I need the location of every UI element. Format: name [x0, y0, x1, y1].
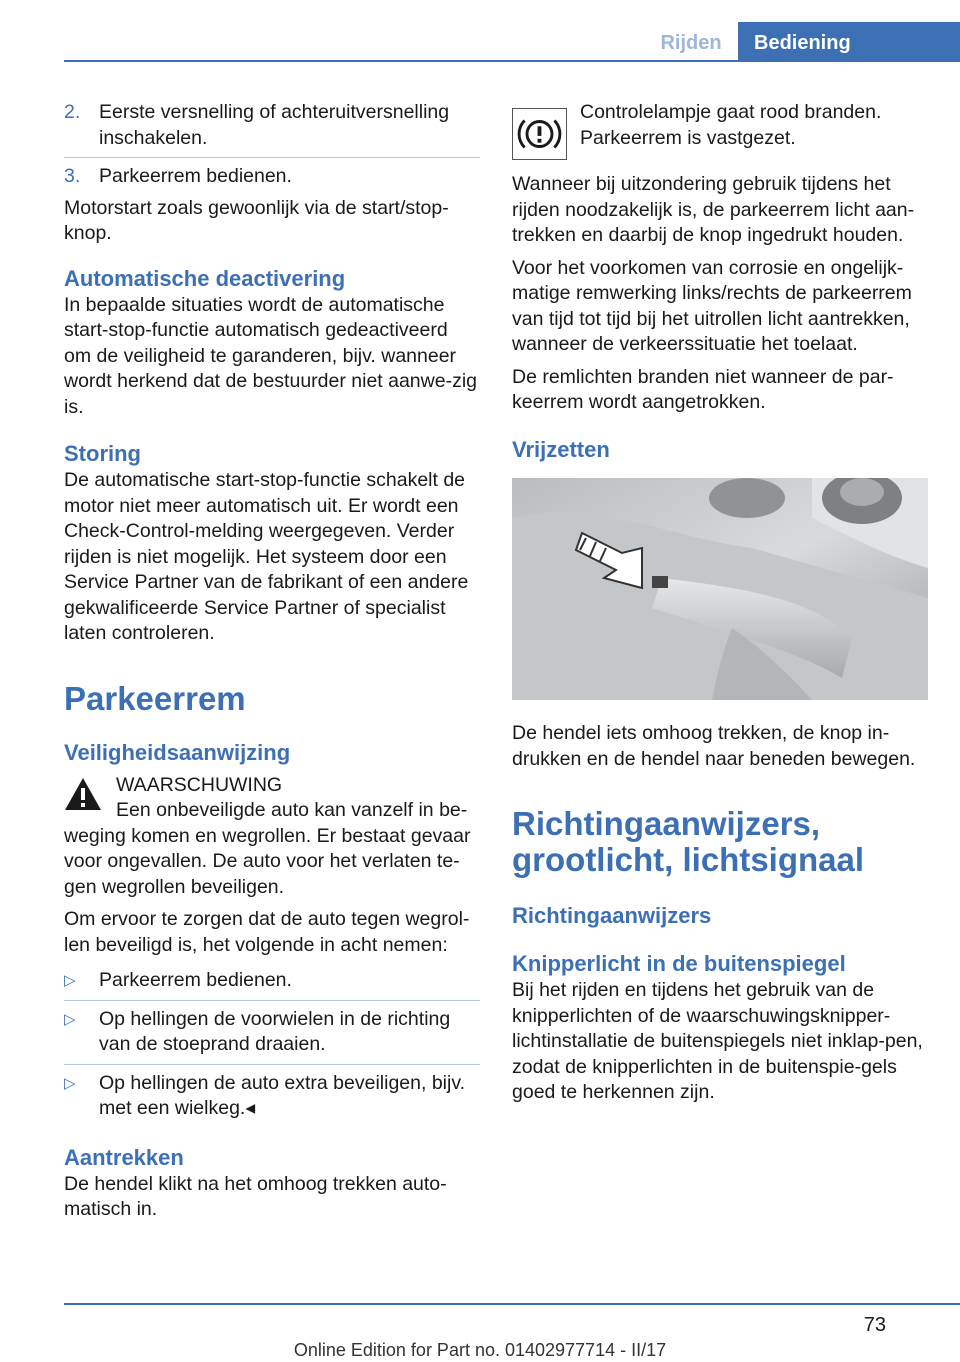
triangle-bullet-icon: ▷ — [64, 1074, 76, 1092]
aantrekken-text: De hendel klikt na het omhoog trekken auto-matisch in. — [64, 1172, 447, 1220]
step-text: Eerste versnelling of achteruitversnelling inschakelen. — [99, 101, 450, 149]
tab-bediening[interactable]: Bediening — [738, 22, 960, 62]
page-number: 73 — [863, 1314, 886, 1336]
ervoor-text: Om ervoor te zorgen dat de auto tegen wegrol-len beveiligd is, het volgende in acht nemen: — [64, 908, 470, 956]
divider — [64, 1000, 480, 1001]
warning-title: WAARSCHUWING — [116, 773, 283, 796]
tab-rijden[interactable]: Rijden — [660, 32, 722, 54]
list-item — [64, 1071, 480, 1122]
heading-richtingaanwijzers: Richtingaanwijzers — [512, 903, 712, 928]
paragraph-noodgebruik: Wanneer bij uitzondering gebruik tijdens het rijden noodzakelijk is, de parkeerrem licht aan-trekken en daarbij de knop ingedrukt houden. — [512, 173, 915, 246]
footer-rule — [64, 1303, 960, 1305]
heading-parkeerrem: Parkeerrem — [64, 679, 246, 717]
triangle-bullet-icon: ▷ — [64, 972, 76, 989]
handbrake-photo — [512, 478, 928, 700]
motorstart-text: Motorstart zoals gewoonlijk via de start/stop-knop. — [64, 196, 449, 244]
vrijzetten-text: De hendel iets omhoog trekken, de knop in-drukken en de hendel naar beneden bewegen. — [512, 722, 916, 770]
warning-block — [64, 773, 480, 901]
step-item — [64, 164, 480, 190]
step-number: 3. — [64, 165, 81, 187]
paragraph-corrosie: Voor het voorkomen van corrosie en ongelijk-matige remwerking links/rechts de parkeerrem van tijd tot tijd bij het uitrollen licht aantrekken, wanneer de verkeerssituatie het toelaat. — [512, 256, 912, 355]
warning-body: Een onbeveiligde auto kan vanzelf in be-weging komen en wegrollen. Er bestaat gevaar voor ongevallen. De auto voor het verlaten te-gen wegrollen beveiligen. — [64, 799, 471, 898]
heading-vrijzetten: Vrijzetten — [512, 436, 610, 462]
warning-head — [64, 773, 480, 799]
heading-storing: Storing — [64, 441, 141, 466]
list-item-text: Parkeerrem bedienen. — [99, 969, 292, 991]
triangle-bullet-icon: ▷ — [64, 1010, 76, 1028]
parking-brake-indicator-icon — [512, 108, 567, 160]
list-item — [64, 968, 480, 994]
knipperlicht-text: Bij het rijden en tijdens het gebruik van de knipperlichten of de waarschuwingsknipper-lichtinstallatie de buitenspiegels niet inklap-pen, zodat de knipperlichten in de buitenspie-gels goed te herkennen zijn. — [512, 979, 923, 1103]
auto-deact-text: In bepaalde situaties wordt de automatische start-stop-functie automatisch gedeactiveerd om de veiligheid te garanderen, bijv. wanneer wordt herkend dat de bestuurder niet aanwe-zig is. — [64, 293, 478, 418]
header-rule — [64, 60, 960, 62]
heading-richtingaanwijzers-grootlicht-lichtsignaal: Richtingaanwijzers, grootlicht, lichtsignaal — [512, 805, 865, 878]
heading-automatische-deactivering: Automatische deactivering — [64, 265, 346, 291]
divider — [64, 157, 480, 158]
step-text: Parkeerrem bedienen. — [99, 165, 292, 187]
page-header — [64, 22, 960, 62]
heading-knipperlicht-buitenspiegel: Knipperlicht in de buitenspiegel — [512, 951, 846, 976]
list-item-text: Op hellingen de auto extra beveiligen, bijv. met een wielkeg.◂ — [99, 1071, 466, 1119]
warning-text — [64, 798, 480, 900]
right-column — [512, 100, 928, 1113]
warning-triangle-icon — [64, 777, 102, 811]
paragraph-remlichten: De remlichten branden niet wanneer de par-keerrem wordt aangetrokken. — [512, 365, 894, 413]
edition-footer: Online Edition for Part no. 01402977714 - II/17 — [293, 1340, 667, 1360]
list-item-text: Op hellingen de voorwielen in de richting van de stoeprand draaien. — [99, 1007, 451, 1055]
storing-text: De automatische start-stop-functie schakelt de motor niet meer automatisch uit. Er wordt een Check-Control-melding weergegeven. Verder rijden is niet mogelijk. Het systeem door een Service Partner van de fabrikant of een andere gekwalificeerde Service Partner of specialist laten controleren. — [64, 469, 469, 644]
heading-aantrekken: Aantrekken — [64, 1144, 184, 1170]
indicator-lamp-block — [512, 100, 928, 160]
list-item — [64, 1007, 480, 1058]
step-number: 2. — [64, 101, 81, 123]
indicator-lamp-text: Controlelampje gaat rood branden. Parkeerrem is vastgezet. — [580, 101, 882, 149]
step-item — [64, 100, 480, 151]
heading-veiligheidsaanwijzing: Veiligheidsaanwijzing — [64, 739, 291, 765]
left-column — [64, 100, 480, 1230]
divider — [64, 1064, 480, 1065]
